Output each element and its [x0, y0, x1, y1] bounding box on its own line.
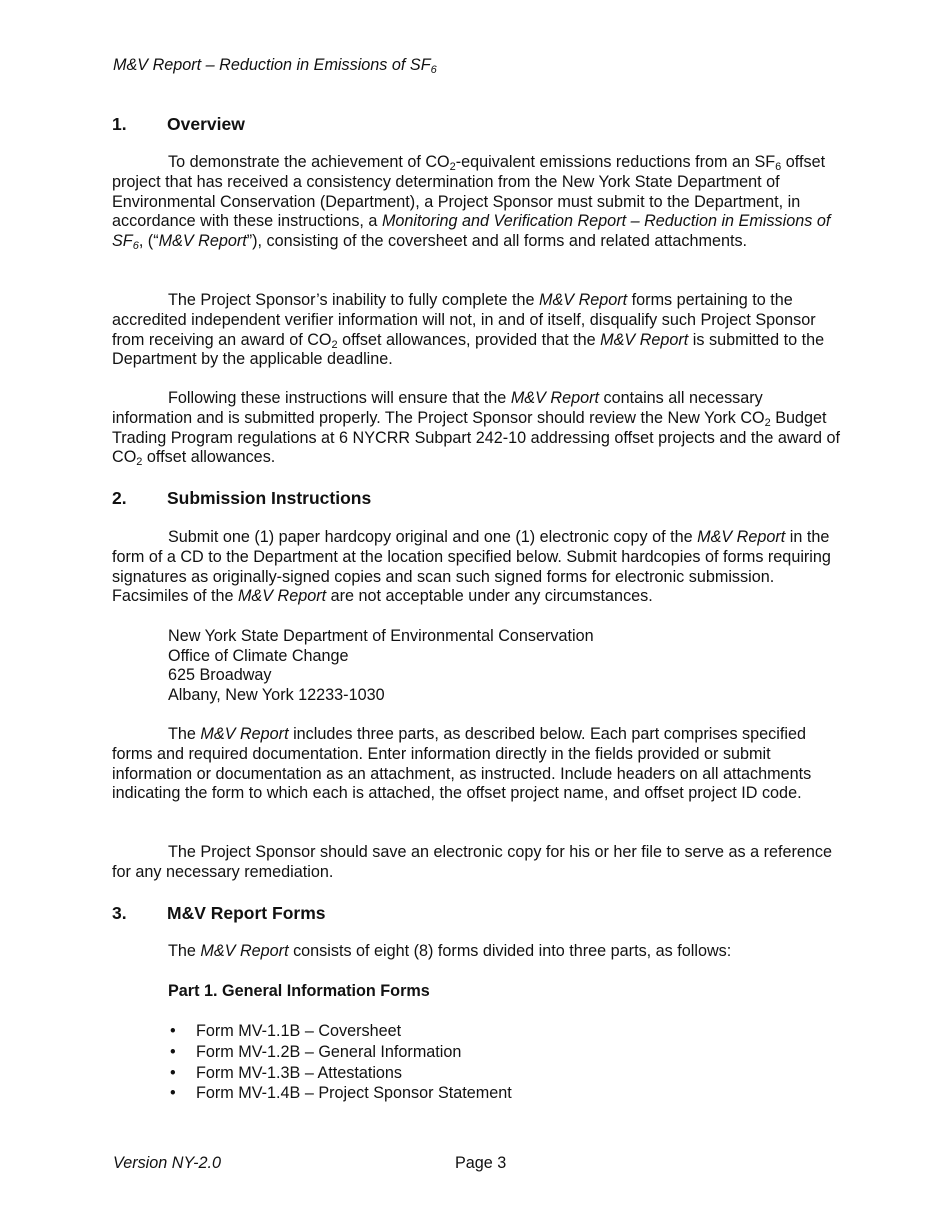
list-item: • Form MV-1.1B – Coversheet — [170, 1022, 402, 1040]
address-line: Albany, New York 12233-1030 — [168, 685, 385, 704]
bullet-icon: • — [170, 1084, 176, 1103]
mailing-address — [168, 627, 594, 705]
part-1-form-list — [168, 1022, 512, 1105]
section-heading-mv-report-forms: 3. M&V Report Forms — [112, 903, 326, 923]
address-line: Office of Climate Change — [168, 646, 349, 665]
bullet-icon: • — [170, 1022, 176, 1040]
submission-paragraph-1: Submit one (1) paper hardcopy original and one (1) electronic copy of the M&V Report in the form of a CD to the Department at the location specified below. Submit hardcopies of forms requiring signatures as originally-signed copies and scan such signed forms for electronic submission. Facsimiles of the M&V Report are not acceptable under any circumstances. — [112, 528, 831, 606]
part-1-heading: Part 1. General Information Forms — [168, 982, 430, 1000]
submission-paragraph-2: The M&V Report includes three parts, as described below. Each part comprises specified forms and required documentation. Enter information directly in the fields provided or submit information or documentation as an attachment, as instructed. Include headers on all attachments indicating the form to which each is attached, the offset project name, and offset project ID code. — [112, 725, 812, 803]
list-item: • Form MV-1.4B – Project Sponsor Statement — [170, 1084, 512, 1103]
address-line: 625 Broadway — [168, 666, 272, 685]
section-heading-overview: 1. Overview — [112, 114, 245, 134]
submission-paragraph-3: The Project Sponsor should save an electronic copy for his or her file to serve as a reference for any necessary remediation. — [112, 843, 833, 881]
bullet-icon: • — [170, 1063, 176, 1082]
bullet-icon: • — [170, 1042, 176, 1061]
footer-version: Version NY-2.0 — [113, 1154, 221, 1172]
list-item: • Form MV-1.3B – Attestations — [170, 1063, 403, 1082]
forms-intro: The M&V Report consists of eight (8) forms divided into three parts, as follows: — [168, 942, 732, 960]
overview-paragraph-1: To demonstrate the achievement of $CO_2$-equivalent emissions reductions from an $SF_6$ offset project that has received a consistency determination from the New York State Department of Environmental Conservation (Department), a Project Sponsor must submit to the Department, in accordance with these instructions, a Monitoring and Verification Report – Reduction in Emissions of $SF_6$, (“M&V Report”), consisting of the coversheet and all forms and related attachments. — [112, 153, 831, 253]
running-header: M&V Report – Reduction in Emissions of $SF_6$ — [113, 56, 437, 76]
page-number: Page 3 — [455, 1154, 507, 1172]
section-heading-submission-instructions: 2. Submission Instructions — [112, 488, 372, 508]
address-line: New York State Department of Environmental Conservation — [168, 627, 594, 645]
list-item: • Form MV-1.2B – General Information — [170, 1042, 462, 1061]
overview-paragraph-2: The Project Sponsor’s inability to fully complete the M&V Report forms pertaining to the accredited independent verifier information will not, in and of itself, disqualify such Project Sponsor from receiving an award of $CO_2$ offset allowances, provided that the M&V Report is submitted to the Department by the applicable deadline. — [112, 291, 825, 369]
overview-paragraph-3: Following these instructions will ensure that the M&V Report contains all necessary information and is submitted properly. The Project Sponsor should review the New York $CO_2$ Budget Trading Program regulations at 6 NYCRR Subpart 242-10 addressing offset projects and the award of $CO_2$ offset allowances. — [112, 389, 840, 469]
